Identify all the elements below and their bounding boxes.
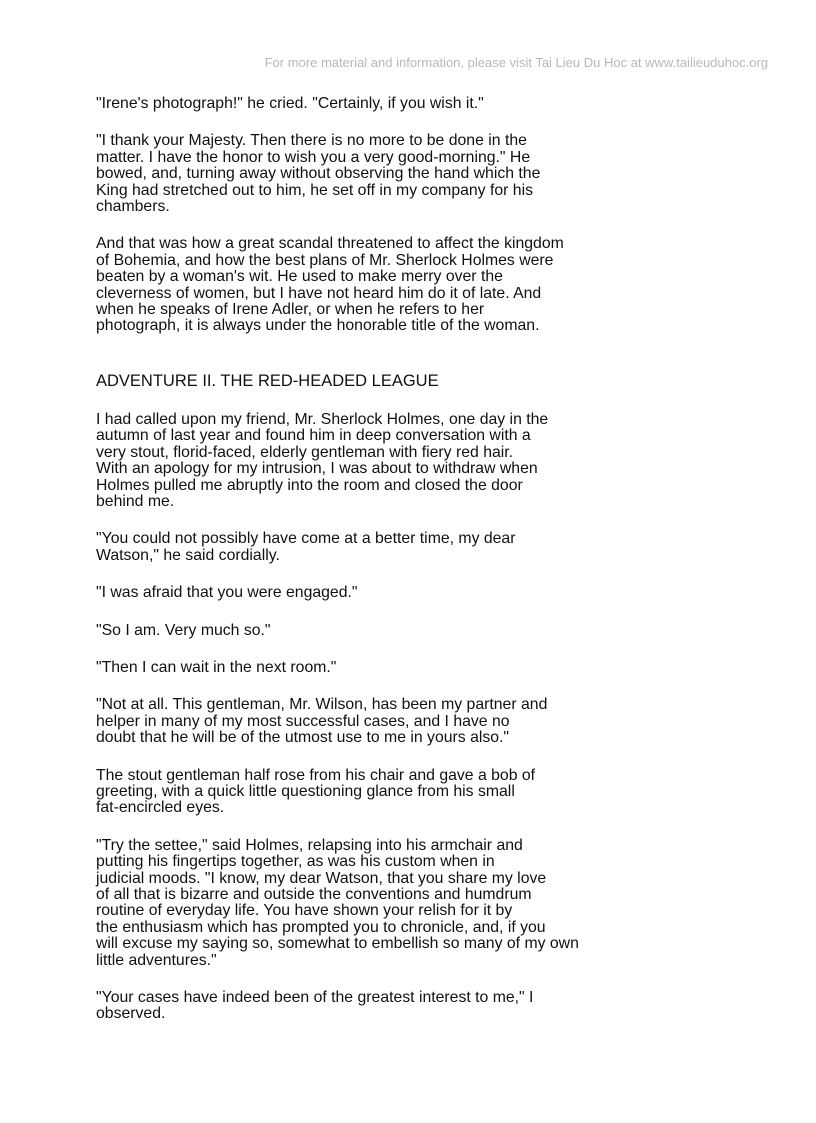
paragraph [96, 990, 596, 1023]
text-line: "Then I can wait in the next room." [96, 658, 337, 676]
text-line: behind me. [96, 492, 175, 510]
text-line: little adventures." [96, 951, 217, 969]
paragraph [96, 96, 596, 112]
text-line: Holmes pulled me abruptly into the room and closed the door [96, 476, 523, 494]
paragraph [96, 236, 596, 334]
text-line: "Irene's photograph!" he cried. "Certainly, if you wish it." [96, 95, 484, 112]
text-line: fat-encircled eyes. [96, 799, 225, 817]
paragraph [96, 623, 596, 639]
section-before-heading [96, 96, 596, 335]
text-line: "I was afraid that you were engaged." [96, 584, 358, 602]
paragraph [96, 531, 596, 564]
text-line: greeting, with a quick little questioning glance from his small [96, 782, 515, 800]
text-line: of all that is bizarre and outside the conventions and humdrum [96, 886, 532, 903]
text-line: photograph, it is always under the honorable title of the woman. [96, 317, 540, 335]
section-after-heading [96, 412, 596, 1023]
text-line: autumn of last year and found him in deep conversation with a [96, 427, 531, 445]
text-line: cleverness of women, but I have not heard him do it of late. And [96, 284, 542, 302]
text-line: the enthusiasm which has prompted you to chronicle, and, if you [96, 918, 546, 936]
text-line: helper in many of my most successful cases, and I have no [96, 712, 510, 730]
text-line: when he speaks of Irene Adler, or when he refers to her [96, 301, 485, 319]
text-line: The stout gentleman half rose from his chair and gave a bob of [96, 766, 536, 784]
text-line: And that was how a great scandal threatened to affect the kingdom [96, 235, 564, 253]
text-line: chambers. [96, 198, 170, 216]
text-line: of Bohemia, and how the best plans of Mr. Sherlock Holmes were [96, 251, 554, 269]
text-line: Watson," he said cordially. [96, 546, 280, 564]
text-line: matter. I have the honor to wish you a very good-morning." He [96, 148, 531, 166]
text-line: judicial moods. "I know, my dear Watson, that you share my love [96, 869, 547, 887]
watermark: For more material and information, please visit Tai Lieu Du Hoc at www.tailieuduhoc.org [264, 55, 768, 70]
text-line: will excuse my saying so, somewhat to embellish so many of my own [96, 935, 579, 953]
paragraph [96, 585, 596, 601]
text-line: very stout, florid-faced, elderly gentleman with fiery red hair. [96, 443, 514, 461]
paragraph [96, 660, 596, 676]
text-line: bowed, and, turning away without observing the hand which the [96, 165, 541, 183]
chapter-heading: ADVENTURE II. THE RED-HEADED LEAGUE [96, 371, 439, 390]
text-line: I had called upon my friend, Mr. Sherlock Holmes, one day in the [96, 410, 549, 428]
text-line: "Not at all. This gentleman, Mr. Wilson, has been my partner and [96, 696, 548, 714]
paragraph [96, 768, 596, 817]
document-body [96, 96, 596, 1044]
text-line: "Try the settee," said Holmes, relapsing into his armchair and [96, 836, 523, 854]
text-line: "So I am. Very much so." [96, 621, 271, 639]
text-line: "Your cases have indeed been of the greatest interest to me," I [96, 989, 534, 1007]
text-line: routine of everyday life. You have shown your relish for it by [96, 902, 513, 920]
paragraph [96, 133, 596, 215]
paragraph [96, 412, 596, 510]
text-line: With an apology for my intrusion, I was about to withdraw when [96, 460, 538, 478]
text-line: doubt that he will be of the utmost use to me in yours also." [96, 729, 510, 747]
text-line: observed. [96, 1005, 166, 1023]
text-line: beaten by a woman's wit. He used to make merry over the [96, 268, 503, 286]
paragraph [96, 697, 596, 746]
paragraph [96, 838, 596, 969]
text-line: putting his fingertips together, as was his custom when in [96, 853, 495, 871]
text-line: "I thank your Majesty. Then there is no more to be done in the [96, 132, 527, 150]
text-line: "You could not possibly have come at a better time, my dear [96, 530, 516, 548]
text-line: King had stretched out to him, he set off in my company for his [96, 181, 533, 199]
